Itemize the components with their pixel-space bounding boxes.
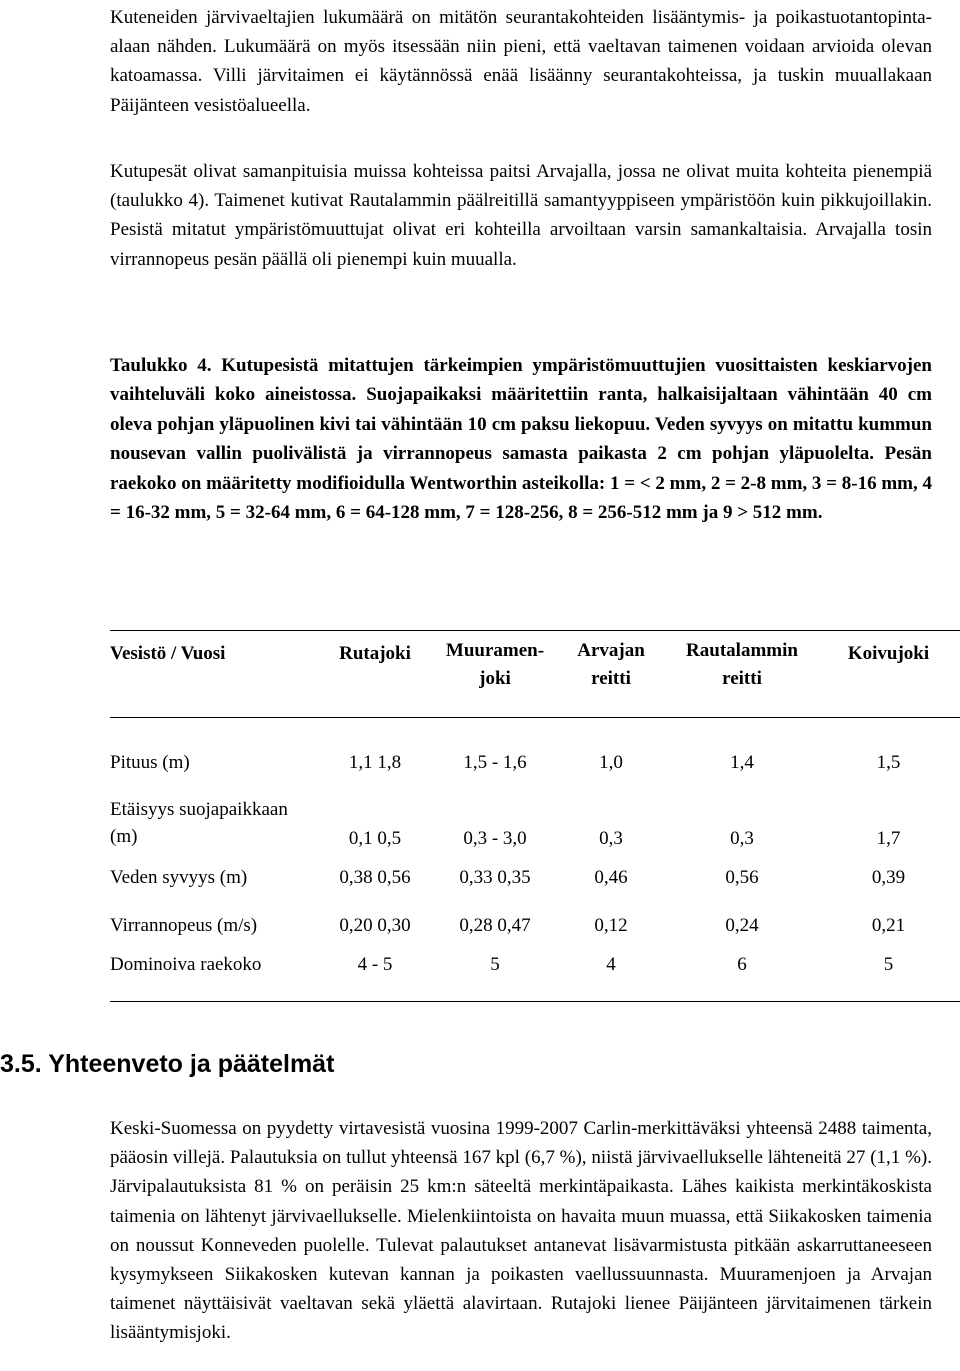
- table-header-row: [110, 631, 960, 718]
- table-cell: 1,7: [876, 827, 901, 849]
- table-cell: 0,46: [594, 866, 628, 888]
- table-header-cell: Rautalammin reitti: [686, 640, 798, 689]
- table-caption: Taulukko 4. Kutupesistä mitattujen tärkeimpien ympäristömuuttujien vuosittaisten keskiarvojen vaihteluväli koko aineistossa. Suojapaikaksi määritettiin ranta, halkaisijaltaan vähintään 40 cm oleva pohjan yläpuolinen kivi tai vähintään 10 cm paksu liekopuu. Veden syvyys on mitattu kummun nousevan vallin puolivälistä ja virrannopeus samasta paikasta 2 cm pohjan yläpuolelta. Pesän raekoko on määritetty modifioidulla Wentworthin asteikolla: 1 = < 2 mm, 2 = 2-8 mm, 3 = 8-16 mm, 4 = 16-32 mm, 5 = 32-64 mm, 6 = 64-128 mm, 7 = 128-256, 8 = 256-512 mm ja 9 > 512 mm.: [110, 355, 932, 524]
- table-cell: Etäisyys suojapaikkaan (m): [110, 798, 288, 847]
- table-cell: Dominoiva raekoko: [110, 953, 262, 975]
- table-cell: 1,0: [599, 751, 623, 773]
- table-cell: 0,21: [871, 914, 906, 936]
- table-cell: 0,3: [730, 827, 754, 849]
- table-cell: 4 - 5: [357, 953, 393, 975]
- table-cell: 0,20 0,30: [339, 914, 411, 936]
- table-header-cell: Koivujoki: [847, 643, 930, 664]
- table-header-cell: Arvajan reitti: [577, 640, 645, 689]
- paragraph-summary: Keski-Suomessa on pyydetty virtavesistä vuosina 1999-2007 Carlin-merkittäväksi yhteensä 2488 taimenta, pääosin villejä. Palautuksia on tullut yhteensä 167 kpl (6,7 %), niistä järvivaellukselle lähteneitä 27 (1,1 %). Järvipalautuksista 81 % on peräisin 25 km:n säteeltä merkintäpaikasta. Lähes kaikista merkintäkoskista taimenia on lähtenyt järvivaellukselle. Mielenkiintoista on havaita muun muassa, että Siikakosken taimenia on noussut Konneveden puolelle. Tulevat palautukset antanevat lisävarmistusta pitkään askarruttaneeseen kysymykseen Siikakosken kutevan kannan ja poikasten vaellussuunnasta. Muuramenjoen ja Arvajan taimenet näyttäisivät vaeltavan sekä yläettä alavirtaan. Rutajoki lienee Päijänteen järvitaimenen tärkein lisääntymisjoki.: [110, 1118, 932, 1344]
- table-cell: 0,33 0,35: [459, 866, 531, 888]
- table-cell: 0,38 0,56: [339, 866, 411, 888]
- table-cell: 1,5: [876, 751, 901, 773]
- table-row: [110, 776, 960, 851]
- table-cell: 1,4: [730, 751, 754, 773]
- table-cell: 4: [606, 953, 616, 975]
- table-cell: 0,24: [725, 914, 759, 936]
- table-cell: 1,5 - 1,6: [463, 751, 527, 773]
- table-cell: 1,1 1,8: [348, 751, 402, 773]
- table-cell: 0,56: [725, 866, 759, 888]
- table-header-cell: Rutajoki: [339, 643, 411, 664]
- table-row: [110, 718, 960, 776]
- table-cell: 0,1 0,5: [348, 827, 402, 849]
- table-cell: Pituus (m): [110, 751, 190, 773]
- table-header-cell: Muuramen-joki: [445, 640, 545, 689]
- paragraph-lake-spawners: Kuteneiden järvivaeltajien lukumäärä on mitätön seurantakohteiden lisääntymis- ja poikastuotantopinta-alaan nähden. Lukumäärä on myös itsessään niin pieni, että vaeltavan taimenen voidaan arvioida olevan katoamassa. Villi järvitaimen ei käytännössä enää lisäänny seurantakohteissa, ja tuskin muuallakaan Päijänteen vesistöalueella.: [110, 7, 932, 116]
- table-cell: Virrannopeus (m/s): [110, 914, 258, 936]
- table-cell: 0,28 0,47: [459, 914, 531, 936]
- table-row: [110, 938, 960, 1002]
- environment-table: [110, 630, 960, 1002]
- table-cell: 0,12: [594, 914, 628, 936]
- table-cell: Veden syvyys (m): [110, 866, 248, 888]
- table-cell: 0,3: [599, 827, 623, 849]
- table-cell: 5: [883, 953, 894, 975]
- section-heading: 3.5. Yhteenveto ja päätelmät: [0, 1050, 335, 1078]
- table-header-cell: Vesistö / Vuosi: [110, 643, 226, 664]
- paragraph-spawning-nests: Kutupesät olivat samanpituisia muissa kohteissa paitsi Arvajalla, jossa ne olivat muita kohteita pienempiä (taulukko 4). Taimenet kutivat Rautalammin päälreitillä samantyyppiseen ympäristöön kuin pikkujoillakin. Pesistä mitatut ympäristömuuttujat olivat eri kohteilla arvoiltaan varsin samankaltaisia. Arvajalla tosin virrannopeus pesän päällä oli pienempi kuin muualla.: [110, 161, 932, 270]
- table-cell: 0,3 - 3,0: [463, 827, 527, 849]
- table-cell: 6: [737, 953, 747, 975]
- table-cell: 5: [490, 953, 500, 975]
- table-row: [110, 851, 960, 890]
- table-row: [110, 890, 960, 938]
- table-cell: 0,39: [871, 866, 906, 888]
